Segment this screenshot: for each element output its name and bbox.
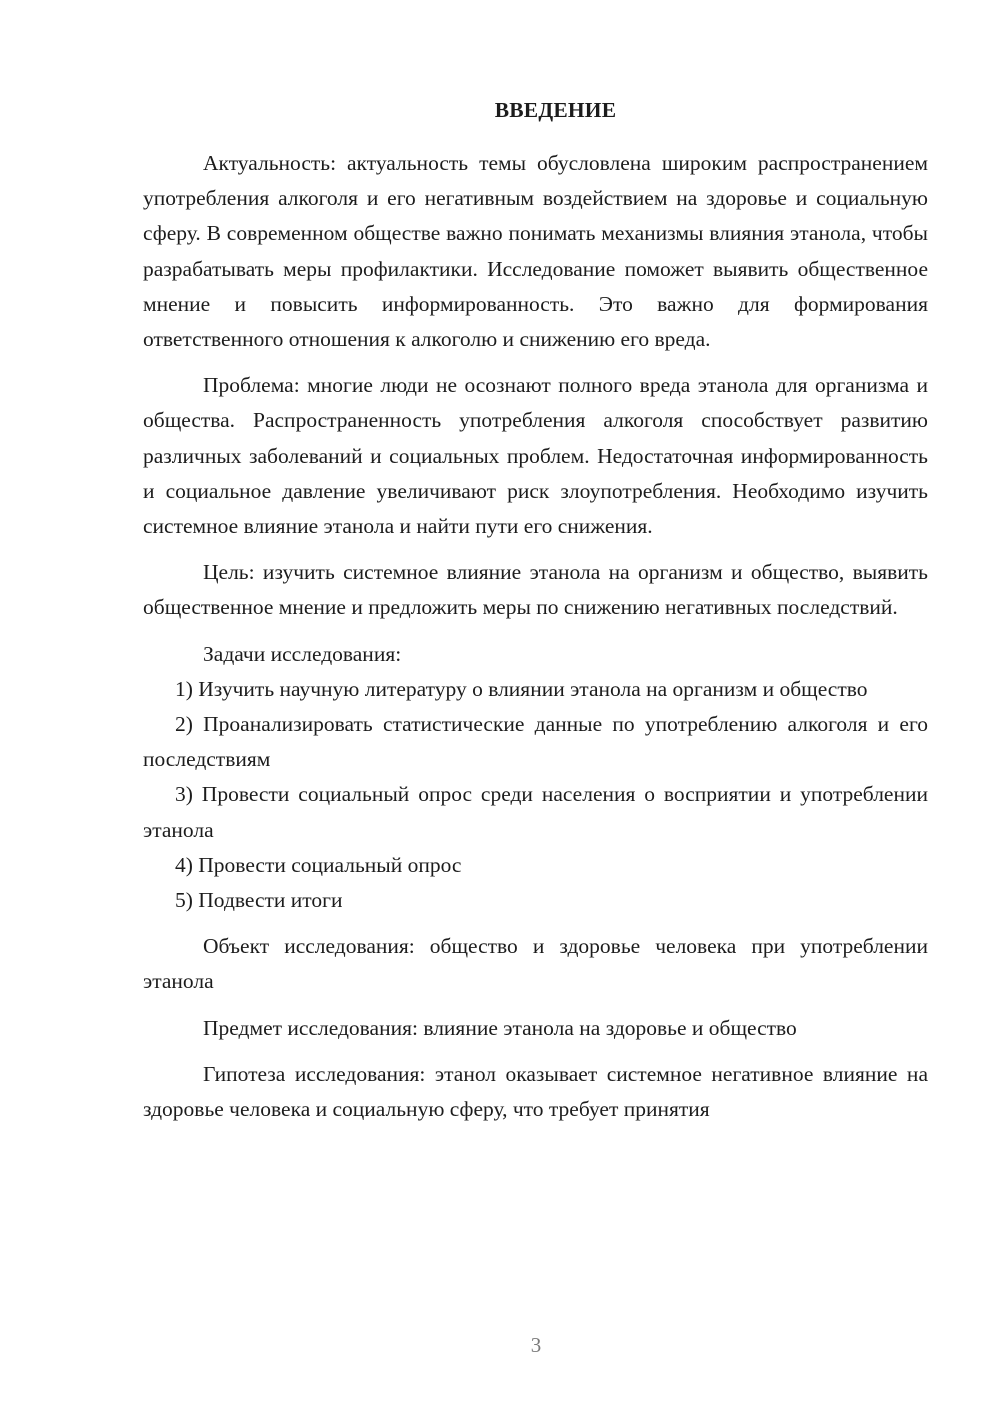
paragraph-object: Объект исследования: общество и здоровье человека при употреблении этанола	[143, 934, 928, 994]
paragraph-problem: Проблема: многие люди не осознают полного вреда этанола для организма и общества. Распространенность употребления алкоголя способствует развитию различных заболеваний и социальных проблем. Недостаточная информированность и социальное давление увеличивают риск злоупотребления. Необходимо изучить системное влияние этанола и найти пути его снижения.	[143, 373, 928, 539]
task-item-4: 4) Провести социальный опрос	[175, 852, 462, 877]
task-item-3: 3) Провести социальный опрос среди населения о восприятии и употреблении этанола	[143, 782, 928, 842]
tasks-title: Задачи исследования:	[203, 641, 402, 666]
task-item-2: 2) Проанализировать статистические данные по употреблению алкоголя и его последствиям	[143, 712, 928, 772]
paragraph-hypothesis: Гипотеза исследования: этанол оказывает системное негативное влияние на здоровье человека и социальную сферу, что требует принятия	[143, 1061, 928, 1122]
paragraph-subject: Предмет исследования: влияние этанола на здоровье и общество	[203, 1015, 797, 1040]
task-item-1: 1) Изучить научную литературу о влиянии этанола на организм и общество	[175, 676, 868, 701]
page-number: 3	[530, 1333, 542, 1357]
paragraph-goal: Цель: изучить системное влияние этанола на организм и общество, выявить общественное мнение и предложить меры по снижению негативных последствий.	[143, 560, 928, 620]
section-heading: ВВЕДЕНИЕ	[494, 98, 617, 122]
document-page	[143, 96, 928, 1127]
paragraph-relevance: Актуальность: актуальность темы обусловлена широким распространением употребления алкоголя и его негативным воздействием на здоровье и социальную сферу. В современном обществе важно понимать механизмы влияния этанола, чтобы разрабатывать меры профилактики. Исследование поможет выявить общественное мнение и повысить информированность. Это важно для формирования ответственного отношения к алкоголю и снижению его вреда.	[143, 151, 928, 352]
task-item-5: 5) Подвести итоги	[175, 888, 343, 913]
